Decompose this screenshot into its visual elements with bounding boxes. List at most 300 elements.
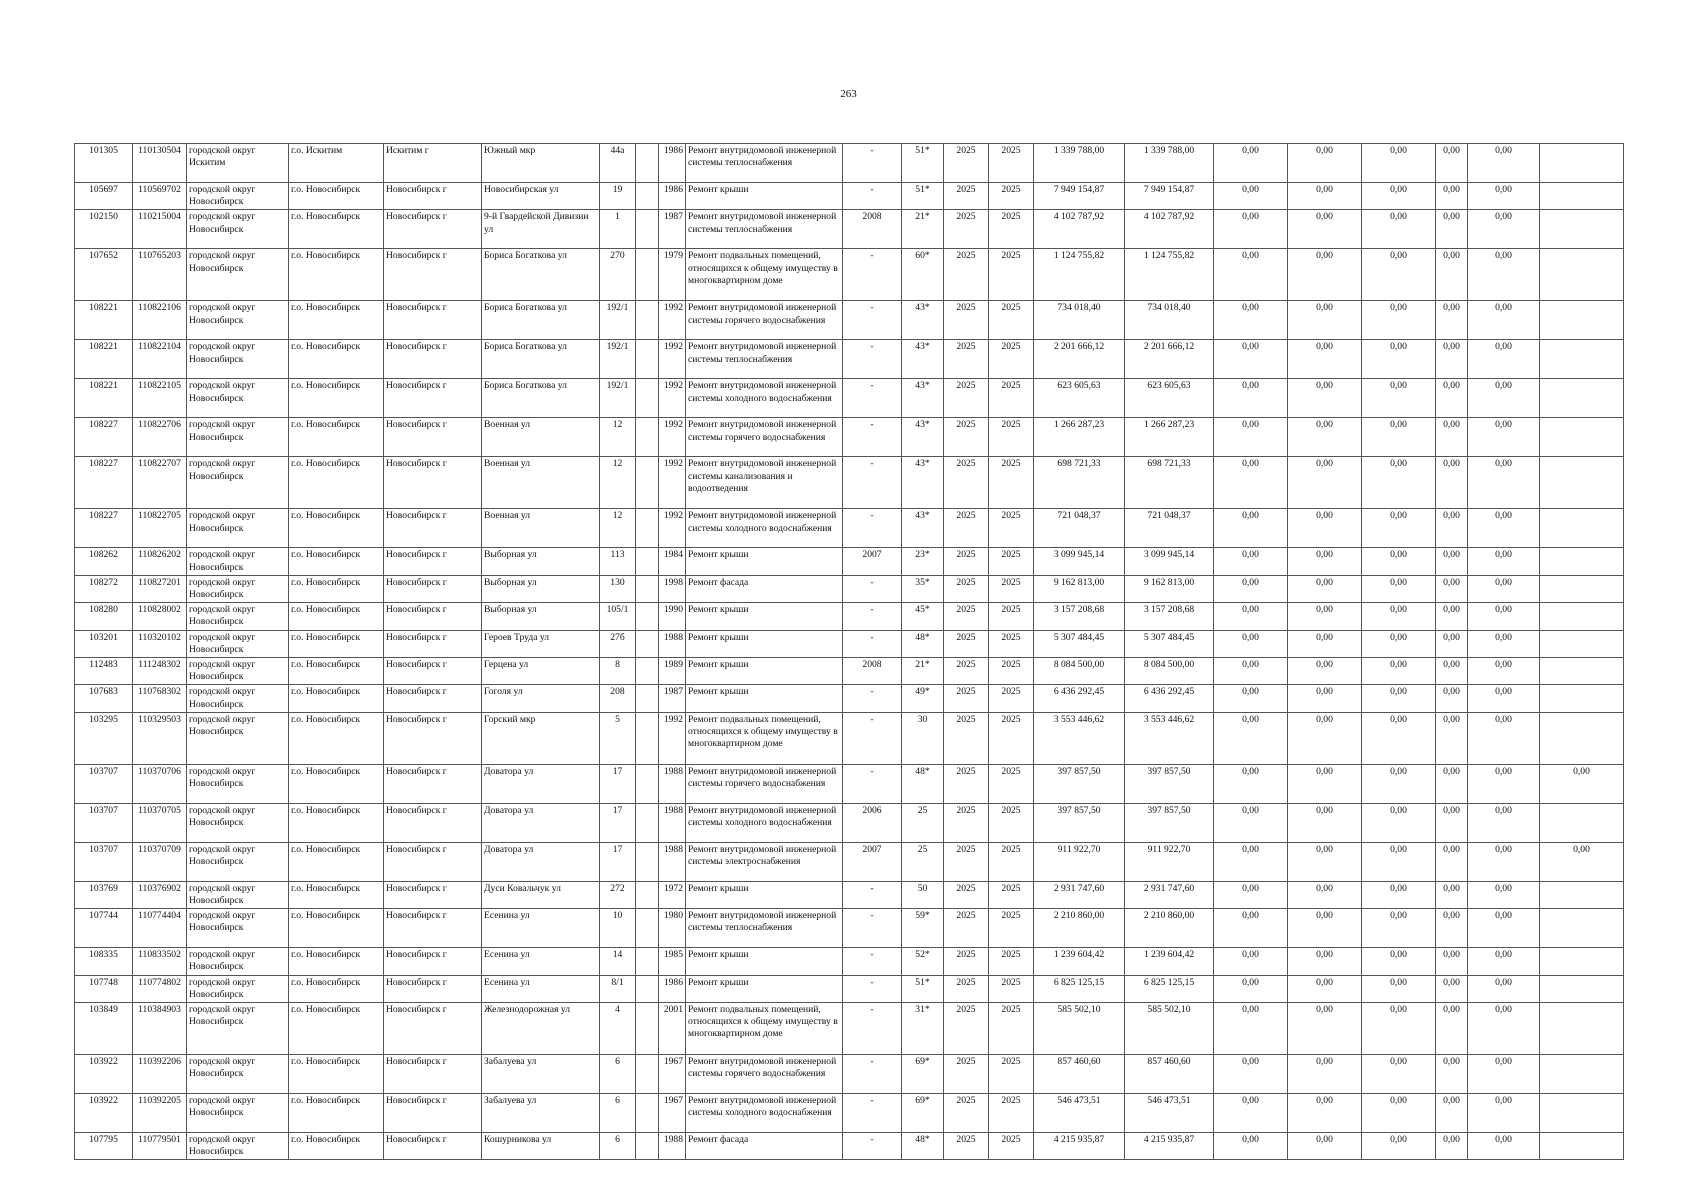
row-district: городской округ Новосибирск [187, 548, 289, 575]
row-value-6 [1540, 301, 1624, 340]
row-year-from: 2025 [944, 418, 989, 457]
row-value-5: 0,00 [1468, 183, 1540, 210]
row-fund-cost: 1 266 287,23 [1125, 418, 1214, 457]
row-fund-cost: 6 825 125,15 [1125, 975, 1214, 1002]
row-total-cost: 1 266 287,23 [1034, 418, 1125, 457]
row-settlement: Новосибирск г [384, 183, 482, 210]
row-house: 105/1 [600, 603, 636, 630]
row-value-6 [1540, 881, 1624, 908]
row-id: 105697 [75, 183, 133, 210]
row-letter [636, 509, 659, 548]
row-prev-repair: 2008 [843, 210, 902, 249]
table-row [75, 457, 1624, 509]
row-value-6 [1540, 183, 1624, 210]
row-value-1: 0,00 [1214, 183, 1288, 210]
row-wear: 49* [902, 685, 944, 712]
row-year-built: 1988 [659, 764, 686, 803]
row-value-6 [1540, 975, 1624, 1002]
row-value-4: 0,00 [1436, 210, 1468, 249]
row-street: Железнодорожная ул [482, 1003, 600, 1055]
row-id: 108221 [75, 301, 133, 340]
row-value-3: 0,00 [1362, 509, 1436, 548]
row-year-built: 1992 [659, 457, 686, 509]
row-value-1: 0,00 [1214, 340, 1288, 379]
row-year-from: 2025 [944, 249, 989, 301]
row-prev-repair: - [843, 575, 902, 602]
row-value-5: 0,00 [1468, 842, 1540, 881]
row-value-1: 0,00 [1214, 1133, 1288, 1160]
row-municipality: г.о. Новосибирск [289, 881, 384, 908]
row-municipality: г.о. Новосибирск [289, 548, 384, 575]
row-value-3: 0,00 [1362, 379, 1436, 418]
table-row [75, 764, 1624, 803]
row-municipality: г.о. Новосибирск [289, 975, 384, 1002]
row-value-2: 0,00 [1288, 144, 1362, 183]
row-code: 110828002 [133, 603, 187, 630]
row-fund-cost: 397 857,50 [1125, 764, 1214, 803]
row-code: 110215004 [133, 210, 187, 249]
row-street: Новосибирская ул [482, 183, 600, 210]
row-value-6 [1540, 509, 1624, 548]
row-settlement: Новосибирск г [384, 457, 482, 509]
row-value-3: 0,00 [1362, 575, 1436, 602]
row-settlement: Новосибирск г [384, 249, 482, 301]
row-value-6 [1540, 340, 1624, 379]
row-total-cost: 6 825 125,15 [1034, 975, 1125, 1002]
row-house: 19 [600, 183, 636, 210]
row-wear: 69* [902, 1055, 944, 1094]
row-code: 110822106 [133, 301, 187, 340]
row-letter [636, 712, 659, 764]
table-row [75, 249, 1624, 301]
row-year-to: 2025 [989, 340, 1034, 379]
row-prev-repair: - [843, 1003, 902, 1055]
row-year-to: 2025 [989, 842, 1034, 881]
row-value-4: 0,00 [1436, 909, 1468, 948]
row-year-from: 2025 [944, 301, 989, 340]
row-year-to: 2025 [989, 509, 1034, 548]
row-house: 5 [600, 712, 636, 764]
row-value-2: 0,00 [1288, 340, 1362, 379]
row-municipality: г.о. Новосибирск [289, 685, 384, 712]
row-value-6 [1540, 144, 1624, 183]
row-letter [636, 1133, 659, 1160]
row-settlement: Новосибирск г [384, 1094, 482, 1133]
row-wear: 48* [902, 764, 944, 803]
row-id: 108221 [75, 340, 133, 379]
row-work-type: Ремонт крыши [686, 658, 843, 685]
row-value-4: 0,00 [1436, 603, 1468, 630]
row-prev-repair: - [843, 948, 902, 975]
row-street: Герцена ул [482, 658, 600, 685]
row-house: 192/1 [600, 301, 636, 340]
row-settlement: Новосибирск г [384, 379, 482, 418]
row-prev-repair: - [843, 1133, 902, 1160]
row-value-2: 0,00 [1288, 975, 1362, 1002]
row-street: Горский мкр [482, 712, 600, 764]
row-fund-cost: 585 502,10 [1125, 1003, 1214, 1055]
row-year-to: 2025 [989, 881, 1034, 908]
row-letter [636, 457, 659, 509]
row-code: 110370705 [133, 803, 187, 842]
row-settlement: Новосибирск г [384, 764, 482, 803]
table-row [75, 1055, 1624, 1094]
row-value-1: 0,00 [1214, 975, 1288, 1002]
row-value-6 [1540, 803, 1624, 842]
row-district: городской округ Новосибирск [187, 975, 289, 1002]
row-letter [636, 210, 659, 249]
row-prev-repair: - [843, 379, 902, 418]
table-row [75, 301, 1624, 340]
row-district: городской округ Новосибирск [187, 457, 289, 509]
row-street: Бориса Богаткова ул [482, 301, 600, 340]
table-row [75, 418, 1624, 457]
row-prev-repair: - [843, 1094, 902, 1133]
row-year-built: 1992 [659, 340, 686, 379]
row-year-to: 2025 [989, 948, 1034, 975]
row-id: 108227 [75, 457, 133, 509]
row-id: 103922 [75, 1055, 133, 1094]
row-value-2: 0,00 [1288, 764, 1362, 803]
row-value-5: 0,00 [1468, 457, 1540, 509]
row-code: 110765203 [133, 249, 187, 301]
row-year-from: 2025 [944, 909, 989, 948]
row-settlement: Новосибирск г [384, 712, 482, 764]
row-settlement: Новосибирск г [384, 685, 482, 712]
row-total-cost: 721 048,37 [1034, 509, 1125, 548]
row-wear: 23* [902, 548, 944, 575]
row-code: 110833502 [133, 948, 187, 975]
row-year-from: 2025 [944, 803, 989, 842]
row-value-3: 0,00 [1362, 1003, 1436, 1055]
row-year-to: 2025 [989, 1055, 1034, 1094]
row-wear: 52* [902, 948, 944, 975]
row-settlement: Новосибирск г [384, 575, 482, 602]
table-row [75, 548, 1624, 575]
row-value-5: 0,00 [1468, 1094, 1540, 1133]
row-year-to: 2025 [989, 975, 1034, 1002]
row-municipality: г.о. Новосибирск [289, 379, 384, 418]
row-value-3: 0,00 [1362, 548, 1436, 575]
row-year-from: 2025 [944, 1055, 989, 1094]
row-value-4: 0,00 [1436, 1055, 1468, 1094]
row-value-1: 0,00 [1214, 1094, 1288, 1133]
row-year-built: 1987 [659, 210, 686, 249]
row-year-from: 2025 [944, 842, 989, 881]
row-value-2: 0,00 [1288, 548, 1362, 575]
row-value-4: 0,00 [1436, 948, 1468, 975]
row-street: Бориса Богаткова ул [482, 379, 600, 418]
table-row [75, 712, 1624, 764]
row-year-to: 2025 [989, 685, 1034, 712]
row-letter [636, 842, 659, 881]
row-code: 110392206 [133, 1055, 187, 1094]
row-id: 103769 [75, 881, 133, 908]
row-work-type: Ремонт крыши [686, 183, 843, 210]
row-year-to: 2025 [989, 603, 1034, 630]
row-value-6 [1540, 658, 1624, 685]
row-district: городской округ Новосибирск [187, 1055, 289, 1094]
row-value-5: 0,00 [1468, 630, 1540, 657]
row-prev-repair: 2007 [843, 842, 902, 881]
row-municipality: г.о. Новосибирск [289, 340, 384, 379]
row-value-4: 0,00 [1436, 881, 1468, 908]
row-street: Выборная ул [482, 548, 600, 575]
row-value-5: 0,00 [1468, 210, 1540, 249]
row-value-6 [1540, 548, 1624, 575]
row-id: 103922 [75, 1094, 133, 1133]
row-value-2: 0,00 [1288, 603, 1362, 630]
row-fund-cost: 1 239 604,42 [1125, 948, 1214, 975]
row-letter [636, 548, 659, 575]
row-id: 103707 [75, 803, 133, 842]
row-value-3: 0,00 [1362, 685, 1436, 712]
row-work-type: Ремонт крыши [686, 975, 843, 1002]
row-year-from: 2025 [944, 764, 989, 803]
row-district: городской округ Новосибирск [187, 603, 289, 630]
row-value-6 [1540, 909, 1624, 948]
row-street: Военная ул [482, 457, 600, 509]
row-value-6 [1540, 210, 1624, 249]
row-prev-repair: 2007 [843, 548, 902, 575]
row-value-1: 0,00 [1214, 881, 1288, 908]
row-year-built: 1988 [659, 842, 686, 881]
row-total-cost: 3 099 945,14 [1034, 548, 1125, 575]
row-value-6 [1540, 630, 1624, 657]
row-value-1: 0,00 [1214, 575, 1288, 602]
row-prev-repair: - [843, 183, 902, 210]
row-year-from: 2025 [944, 712, 989, 764]
row-district: городской округ Новосибирск [187, 183, 289, 210]
row-value-2: 0,00 [1288, 685, 1362, 712]
row-district: городской округ Новосибирск [187, 948, 289, 975]
row-value-3: 0,00 [1362, 948, 1436, 975]
row-id: 108335 [75, 948, 133, 975]
row-value-4: 0,00 [1436, 842, 1468, 881]
row-id: 108227 [75, 509, 133, 548]
row-year-from: 2025 [944, 1133, 989, 1160]
row-id: 107683 [75, 685, 133, 712]
row-fund-cost: 1 124 755,82 [1125, 249, 1214, 301]
row-value-4: 0,00 [1436, 379, 1468, 418]
row-work-type: Ремонт внутридомовой инженерной системы теплоснабжения [686, 210, 843, 249]
row-value-4: 0,00 [1436, 1133, 1468, 1160]
row-value-4: 0,00 [1436, 975, 1468, 1002]
row-wear: 43* [902, 379, 944, 418]
row-value-1: 0,00 [1214, 909, 1288, 948]
row-total-cost: 734 018,40 [1034, 301, 1125, 340]
row-work-type: Ремонт крыши [686, 881, 843, 908]
row-prev-repair: - [843, 249, 902, 301]
row-value-3: 0,00 [1362, 603, 1436, 630]
row-fund-cost: 7 949 154,87 [1125, 183, 1214, 210]
row-prev-repair: - [843, 881, 902, 908]
row-municipality: г.о. Новосибирск [289, 658, 384, 685]
row-year-from: 2025 [944, 457, 989, 509]
row-wear: 48* [902, 1133, 944, 1160]
row-letter [636, 418, 659, 457]
row-year-built: 1986 [659, 144, 686, 183]
row-fund-cost: 734 018,40 [1125, 301, 1214, 340]
row-id: 107795 [75, 1133, 133, 1160]
row-value-5: 0,00 [1468, 881, 1540, 908]
row-street: Доватора ул [482, 803, 600, 842]
row-value-5: 0,00 [1468, 509, 1540, 548]
row-letter [636, 630, 659, 657]
row-value-2: 0,00 [1288, 418, 1362, 457]
row-municipality: г.о. Новосибирск [289, 301, 384, 340]
row-value-3: 0,00 [1362, 803, 1436, 842]
row-district: городской округ Искитим [187, 144, 289, 183]
row-settlement: Новосибирск г [384, 603, 482, 630]
row-id: 107748 [75, 975, 133, 1002]
row-letter [636, 1055, 659, 1094]
row-id: 107652 [75, 249, 133, 301]
row-total-cost: 2 201 666,12 [1034, 340, 1125, 379]
row-value-1: 0,00 [1214, 509, 1288, 548]
table-row [75, 379, 1624, 418]
row-value-6 [1540, 379, 1624, 418]
row-fund-cost: 9 162 813,00 [1125, 575, 1214, 602]
row-value-6 [1540, 1055, 1624, 1094]
row-year-from: 2025 [944, 509, 989, 548]
row-wear: 43* [902, 509, 944, 548]
row-year-built: 1998 [659, 575, 686, 602]
row-municipality: г.о. Новосибирск [289, 249, 384, 301]
row-settlement: Новосибирск г [384, 418, 482, 457]
row-year-built: 1986 [659, 183, 686, 210]
row-value-2: 0,00 [1288, 301, 1362, 340]
row-street: Забалуева ул [482, 1055, 600, 1094]
row-work-type: Ремонт подвальных помещений, относящихся к общему имуществу в многоквартирном доме [686, 249, 843, 301]
row-value-3: 0,00 [1362, 301, 1436, 340]
row-prev-repair: - [843, 712, 902, 764]
table-row [75, 509, 1624, 548]
row-house: 14 [600, 948, 636, 975]
row-value-6 [1540, 457, 1624, 509]
row-district: городской округ Новосибирск [187, 764, 289, 803]
row-street: Дуси Ковальчук ул [482, 881, 600, 908]
row-value-2: 0,00 [1288, 1003, 1362, 1055]
row-prev-repair: - [843, 975, 902, 1002]
row-fund-cost: 8 084 500,00 [1125, 658, 1214, 685]
row-street: Доватора ул [482, 842, 600, 881]
row-total-cost: 2 210 860,00 [1034, 909, 1125, 948]
row-house: 130 [600, 575, 636, 602]
row-value-3: 0,00 [1362, 144, 1436, 183]
row-wear: 43* [902, 301, 944, 340]
row-year-built: 1988 [659, 803, 686, 842]
row-street: Кошурникова ул [482, 1133, 600, 1160]
row-value-5: 0,00 [1468, 764, 1540, 803]
row-settlement: Новосибирск г [384, 975, 482, 1002]
row-year-to: 2025 [989, 909, 1034, 948]
row-wear: 43* [902, 418, 944, 457]
row-district: городской округ Новосибирск [187, 658, 289, 685]
row-code: 110822104 [133, 340, 187, 379]
row-prev-repair: - [843, 630, 902, 657]
row-district: городской округ Новосибирск [187, 301, 289, 340]
row-fund-cost: 2 210 860,00 [1125, 909, 1214, 948]
row-code: 110376902 [133, 881, 187, 908]
row-letter [636, 803, 659, 842]
row-value-4: 0,00 [1436, 249, 1468, 301]
row-value-2: 0,00 [1288, 712, 1362, 764]
row-year-from: 2025 [944, 548, 989, 575]
row-house: 6 [600, 1055, 636, 1094]
row-letter [636, 301, 659, 340]
table-row [75, 948, 1624, 975]
row-value-2: 0,00 [1288, 509, 1362, 548]
row-year-from: 2025 [944, 603, 989, 630]
row-year-from: 2025 [944, 1003, 989, 1055]
row-house: 17 [600, 842, 636, 881]
row-house: 8 [600, 658, 636, 685]
row-code: 111248302 [133, 658, 187, 685]
row-house: 208 [600, 685, 636, 712]
row-wear: 48* [902, 630, 944, 657]
row-code: 110370706 [133, 764, 187, 803]
row-work-type: Ремонт подвальных помещений, относящихся к общему имуществу в многоквартирном доме [686, 1003, 843, 1055]
row-value-5: 0,00 [1468, 909, 1540, 948]
row-settlement: Новосибирск г [384, 658, 482, 685]
row-total-cost: 397 857,50 [1034, 803, 1125, 842]
row-year-from: 2025 [944, 144, 989, 183]
row-house: 10 [600, 909, 636, 948]
row-value-1: 0,00 [1214, 658, 1288, 685]
row-work-type: Ремонт крыши [686, 630, 843, 657]
row-wear: 50 [902, 881, 944, 908]
row-total-cost: 9 162 813,00 [1034, 575, 1125, 602]
row-district: городской округ Новосибирск [187, 210, 289, 249]
row-work-type: Ремонт крыши [686, 948, 843, 975]
row-value-4: 0,00 [1436, 712, 1468, 764]
row-code: 110569702 [133, 183, 187, 210]
row-fund-cost: 546 473,51 [1125, 1094, 1214, 1133]
row-house: 192/1 [600, 340, 636, 379]
row-street: Бориса Богаткова ул [482, 249, 600, 301]
row-value-4: 0,00 [1436, 144, 1468, 183]
row-code: 110822105 [133, 379, 187, 418]
row-value-3: 0,00 [1362, 1133, 1436, 1160]
row-municipality: г.о. Новосибирск [289, 803, 384, 842]
row-code: 110822706 [133, 418, 187, 457]
row-wear: 25 [902, 842, 944, 881]
table-row [75, 881, 1624, 908]
row-value-3: 0,00 [1362, 881, 1436, 908]
row-value-5: 0,00 [1468, 658, 1540, 685]
row-fund-cost: 1 339 788,00 [1125, 144, 1214, 183]
row-wear: 43* [902, 340, 944, 379]
row-street: Героев Труда ул [482, 630, 600, 657]
row-letter [636, 1094, 659, 1133]
row-value-3: 0,00 [1362, 909, 1436, 948]
capital-repair-table [74, 143, 1624, 1160]
row-letter [636, 881, 659, 908]
row-letter [636, 764, 659, 803]
row-house: 44а [600, 144, 636, 183]
row-prev-repair: - [843, 1055, 902, 1094]
row-year-to: 2025 [989, 764, 1034, 803]
table-row [75, 1094, 1624, 1133]
row-fund-cost: 857 460,60 [1125, 1055, 1214, 1094]
row-value-1: 0,00 [1214, 712, 1288, 764]
row-district: городской округ Новосибирск [187, 249, 289, 301]
row-value-5: 0,00 [1468, 301, 1540, 340]
row-code: 110774404 [133, 909, 187, 948]
row-work-type: Ремонт внутридомовой инженерной системы электроснабжения [686, 842, 843, 881]
row-id: 102150 [75, 210, 133, 249]
